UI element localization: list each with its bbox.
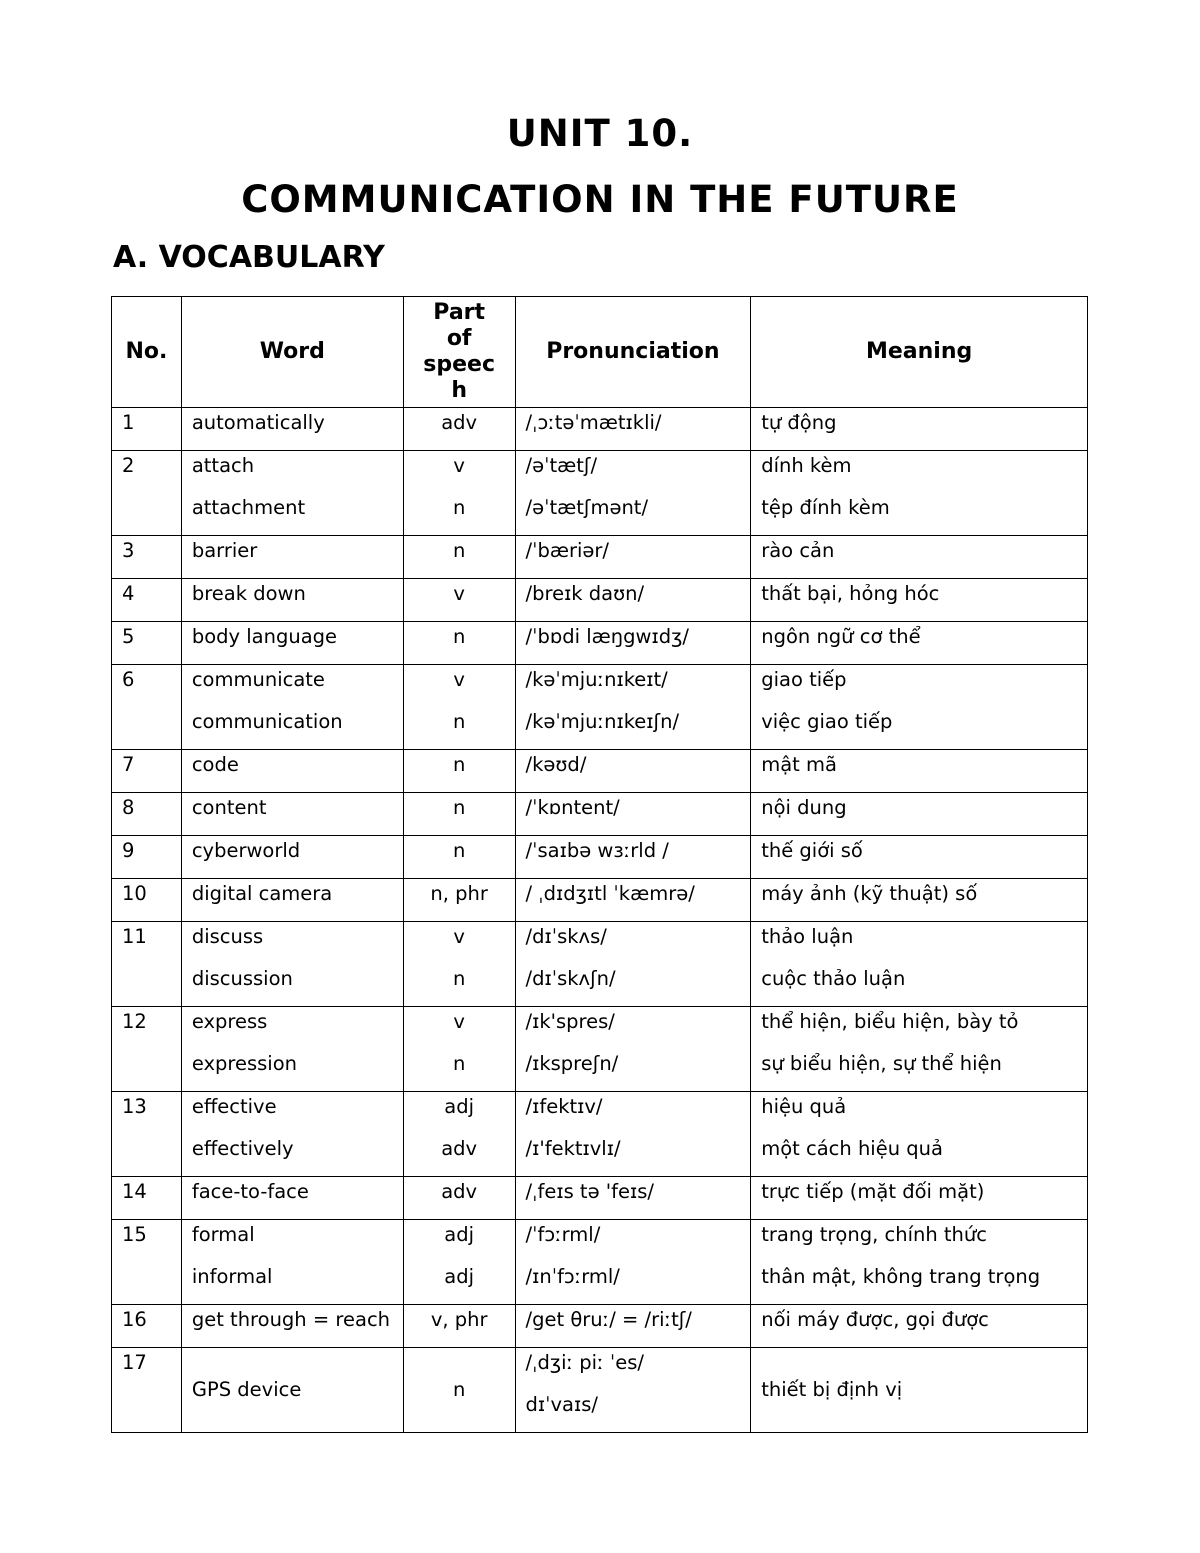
part-of-speech-text: v xyxy=(453,582,465,605)
cell-word xyxy=(181,665,403,750)
part-of-speech-text: n xyxy=(452,1052,466,1075)
part-of-speech-text: v xyxy=(453,454,465,477)
cell-part-of-speech xyxy=(403,836,515,879)
part-of-speech-text: adj xyxy=(444,1095,475,1118)
cell-word xyxy=(181,579,403,622)
cell-meaning xyxy=(751,1305,1088,1348)
cell-no xyxy=(112,622,182,665)
meaning-text: tự động xyxy=(761,411,837,434)
table-row xyxy=(112,579,1088,622)
cell-pronunciation xyxy=(515,1348,751,1433)
pronunciation-text: /ˈbɒdi læŋgwɪdʒ/ xyxy=(525,625,689,648)
cell-word xyxy=(181,536,403,579)
table-row xyxy=(112,665,1088,750)
cell-part-of-speech xyxy=(403,536,515,579)
cell-no xyxy=(112,1348,182,1433)
part-of-speech-text: n xyxy=(452,625,466,648)
pronunciation-text: /ˈsaɪbə wɜːrld / xyxy=(525,839,669,862)
vocabulary-table xyxy=(111,296,1088,1433)
cell-word xyxy=(181,1092,403,1177)
part-of-speech-text: n xyxy=(452,753,466,776)
cell-no xyxy=(112,1092,182,1177)
word-text: cyberworld xyxy=(191,839,301,862)
cell-no xyxy=(112,1177,182,1220)
header-pos-line: Part xyxy=(433,300,486,325)
pronunciation-text: /əˈtætʃ/ xyxy=(525,454,598,477)
part-of-speech-text: adj xyxy=(444,1223,475,1246)
meaning-text: trực tiếp (mặt đối mặt) xyxy=(761,1180,985,1203)
part-of-speech-text: adv xyxy=(441,1137,478,1160)
table-header-row xyxy=(112,297,1088,408)
cell-part-of-speech xyxy=(403,451,515,536)
word-text: expression xyxy=(191,1052,298,1075)
table-row xyxy=(112,536,1088,579)
table-row xyxy=(112,1177,1088,1220)
cell-pronunciation xyxy=(515,1007,751,1092)
meaning-text: giao tiếp xyxy=(761,668,847,691)
table-row xyxy=(112,922,1088,1007)
pronunciation-text: /ɪfektɪv/ xyxy=(525,1095,603,1118)
table-row xyxy=(112,836,1088,879)
cell-part-of-speech xyxy=(403,622,515,665)
meaning-text: cuộc thảo luận xyxy=(761,967,906,990)
header-meaning: Meaning xyxy=(751,297,1088,408)
pronunciation-text: /dɪˈskʌʃn/ xyxy=(525,967,616,990)
row-number: 12 xyxy=(122,1010,147,1033)
cell-pronunciation xyxy=(515,1177,751,1220)
word-text: communicate xyxy=(191,668,325,691)
cell-pronunciation xyxy=(515,536,751,579)
cell-meaning xyxy=(751,1177,1088,1220)
pronunciation-text: /dɪˈskʌs/ xyxy=(525,925,607,948)
row-number: 5 xyxy=(122,625,135,648)
meaning-text: thảo luận xyxy=(761,925,854,948)
part-of-speech-text: v, phr xyxy=(430,1308,488,1331)
word-text: communication xyxy=(191,710,343,733)
row-number: 13 xyxy=(122,1095,147,1118)
part-of-speech-text: n xyxy=(452,796,466,819)
pronunciation-text: /ɪk'spres/ xyxy=(525,1010,615,1033)
cell-pronunciation xyxy=(515,579,751,622)
cell-meaning xyxy=(751,536,1088,579)
word-text: effective xyxy=(191,1095,277,1118)
cell-meaning xyxy=(751,1220,1088,1305)
cell-pronunciation xyxy=(515,408,751,451)
cell-meaning xyxy=(751,451,1088,536)
cell-meaning xyxy=(751,1007,1088,1092)
pronunciation-text: dɪˈvaɪs/ xyxy=(525,1393,598,1416)
meaning-text: thất bại, hỏng hóc xyxy=(761,582,940,605)
table-row xyxy=(112,750,1088,793)
row-number: 4 xyxy=(122,582,135,605)
word-text: formal xyxy=(191,1223,255,1246)
cell-no xyxy=(112,836,182,879)
word-text: attach xyxy=(191,454,255,477)
pronunciation-text: /ˈkɒntent/ xyxy=(525,796,620,819)
row-number: 6 xyxy=(122,668,135,691)
row-number: 9 xyxy=(122,839,135,862)
cell-no xyxy=(112,922,182,1007)
row-number: 1 xyxy=(122,411,135,434)
cell-pronunciation xyxy=(515,922,751,1007)
cell-meaning xyxy=(751,836,1088,879)
part-of-speech-text: v xyxy=(453,668,465,691)
cell-word xyxy=(181,750,403,793)
cell-meaning xyxy=(751,1092,1088,1177)
meaning-text: hiệu quả xyxy=(761,1095,847,1118)
word-text: attachment xyxy=(191,496,306,519)
pronunciation-text: /əˈtætʃmənt/ xyxy=(525,496,649,519)
cell-pronunciation xyxy=(515,836,751,879)
word-text: barrier xyxy=(191,539,258,562)
header-word: Word xyxy=(181,297,403,408)
row-number: 14 xyxy=(122,1180,147,1203)
cell-word xyxy=(181,793,403,836)
pronunciation-text: /kəʊd/ xyxy=(525,753,587,776)
pronunciation-text: /ɪkspreʃn/ xyxy=(525,1052,619,1075)
cell-meaning xyxy=(751,879,1088,922)
cell-part-of-speech xyxy=(403,1220,515,1305)
pronunciation-text: /kəˈmjuːnɪkeɪʃn/ xyxy=(525,710,680,733)
part-of-speech-text: adv xyxy=(441,411,478,434)
cell-no xyxy=(112,408,182,451)
word-text: break down xyxy=(191,582,306,605)
part-of-speech-text: n xyxy=(452,496,466,519)
part-of-speech-text: n xyxy=(452,967,466,990)
meaning-text: nội dung xyxy=(761,796,847,819)
cell-part-of-speech xyxy=(403,1092,515,1177)
cell-part-of-speech xyxy=(403,1007,515,1092)
pronunciation-text: /ˌɔːtəˈmætɪkli/ xyxy=(525,411,662,434)
meaning-text: trang trọng, chính thức xyxy=(761,1223,987,1246)
cell-no xyxy=(112,879,182,922)
pronunciation-text: /kəˈmjuːnɪkeɪt/ xyxy=(525,668,668,691)
word-text: automatically xyxy=(191,411,325,434)
header-part-of-speech xyxy=(403,297,515,408)
cell-pronunciation xyxy=(515,1220,751,1305)
cell-meaning xyxy=(751,408,1088,451)
header-pos-line: speec xyxy=(423,352,496,377)
meaning-text: thiết bị định vị xyxy=(761,1378,903,1401)
cell-no xyxy=(112,579,182,622)
row-number: 16 xyxy=(122,1308,147,1331)
part-of-speech-text: n xyxy=(452,1378,466,1401)
meaning-text: thế giới số xyxy=(761,839,863,862)
cell-pronunciation xyxy=(515,622,751,665)
word-text: informal xyxy=(191,1265,273,1288)
word-text: face-to-face xyxy=(191,1180,309,1203)
row-number: 8 xyxy=(122,796,135,819)
table-row xyxy=(112,1220,1088,1305)
part-of-speech-text: n, phr xyxy=(430,882,488,905)
meaning-text: nối máy được, gọi được xyxy=(761,1308,989,1331)
cell-no xyxy=(112,451,182,536)
cell-word xyxy=(181,1348,403,1433)
table-row xyxy=(112,1007,1088,1092)
table-row xyxy=(112,451,1088,536)
header-pos-line: of xyxy=(446,326,472,351)
header-no: No. xyxy=(112,297,182,408)
word-text: effectively xyxy=(191,1137,294,1160)
pronunciation-text: /get θruː/ = /riːtʃ/ xyxy=(525,1308,692,1331)
pronunciation-text: /ɪnˈfɔːrml/ xyxy=(525,1265,620,1288)
meaning-text: máy ảnh (kỹ thuật) số xyxy=(761,882,978,905)
cell-part-of-speech xyxy=(403,922,515,1007)
table-row xyxy=(112,408,1088,451)
table-row xyxy=(112,1348,1088,1433)
word-text: code xyxy=(191,753,239,776)
part-of-speech-text: v xyxy=(453,925,465,948)
section-heading: A. VOCABULARY xyxy=(113,240,385,275)
pronunciation-text: /ˈbæriər/ xyxy=(525,539,610,562)
cell-word xyxy=(181,1177,403,1220)
cell-word xyxy=(181,922,403,1007)
table-row xyxy=(112,1305,1088,1348)
meaning-text: sự biểu hiện, sự thể hiện xyxy=(761,1052,1002,1075)
meaning-text: tệp đính kèm xyxy=(761,496,890,519)
meaning-text: một cách hiệu quả xyxy=(761,1137,943,1160)
cell-meaning xyxy=(751,579,1088,622)
pronunciation-text: / ˌdɪdʒɪtl ˈkæmrə/ xyxy=(525,882,695,905)
part-of-speech-text: n xyxy=(452,839,466,862)
cell-no xyxy=(112,536,182,579)
meaning-text: ngôn ngữ cơ thể xyxy=(761,625,921,648)
part-of-speech-text: v xyxy=(453,1010,465,1033)
cell-word xyxy=(181,622,403,665)
row-number: 7 xyxy=(122,753,135,776)
cell-word xyxy=(181,879,403,922)
cell-part-of-speech xyxy=(403,793,515,836)
row-number: 15 xyxy=(122,1223,147,1246)
cell-word xyxy=(181,451,403,536)
cell-pronunciation xyxy=(515,1092,751,1177)
meaning-text: mật mã xyxy=(761,753,837,776)
cell-pronunciation xyxy=(515,793,751,836)
cell-pronunciation xyxy=(515,1305,751,1348)
cell-meaning xyxy=(751,622,1088,665)
cell-meaning xyxy=(751,665,1088,750)
pronunciation-text: /ˈfɔːrml/ xyxy=(525,1223,601,1246)
cell-part-of-speech xyxy=(403,579,515,622)
cell-no xyxy=(112,1220,182,1305)
unit-topic: COMMUNICATION IN THE FUTURE xyxy=(241,178,959,221)
meaning-text: thể hiện, biểu hiện, bày tỏ xyxy=(761,1010,1019,1033)
unit-title: UNIT 10. xyxy=(506,112,694,155)
cell-no xyxy=(112,750,182,793)
cell-word xyxy=(181,836,403,879)
part-of-speech-text: n xyxy=(452,539,466,562)
cell-part-of-speech xyxy=(403,1348,515,1433)
cell-no xyxy=(112,1305,182,1348)
cell-part-of-speech xyxy=(403,1177,515,1220)
word-text: body language xyxy=(191,625,338,648)
meaning-text: việc giao tiếp xyxy=(761,710,893,733)
cell-part-of-speech xyxy=(403,665,515,750)
cell-part-of-speech xyxy=(403,1305,515,1348)
cell-part-of-speech xyxy=(403,750,515,793)
word-text: get through = reach xyxy=(191,1308,391,1331)
word-text: content xyxy=(191,796,267,819)
word-text: express xyxy=(191,1010,268,1033)
pronunciation-text: /ˌdʒiː piː ˈes/ xyxy=(525,1351,644,1374)
word-text: GPS device xyxy=(191,1378,302,1401)
table-row xyxy=(112,622,1088,665)
row-number: 11 xyxy=(122,925,147,948)
pronunciation-text: /ɪ'fektɪvlɪ/ xyxy=(525,1137,621,1160)
table-row xyxy=(112,793,1088,836)
cell-part-of-speech xyxy=(403,879,515,922)
cell-no xyxy=(112,793,182,836)
table-body xyxy=(112,408,1088,1433)
word-text: discuss xyxy=(191,925,264,948)
pronunciation-text: /ˌfeɪs tə 'feɪs/ xyxy=(525,1180,654,1203)
cell-meaning xyxy=(751,1348,1088,1433)
cell-word xyxy=(181,1220,403,1305)
cell-part-of-speech xyxy=(403,408,515,451)
cell-meaning xyxy=(751,922,1088,1007)
row-number: 2 xyxy=(122,454,135,477)
word-text: digital camera xyxy=(191,882,333,905)
part-of-speech-text: adj xyxy=(444,1265,475,1288)
cell-pronunciation xyxy=(515,665,751,750)
table-row xyxy=(112,879,1088,922)
row-number: 10 xyxy=(122,882,147,905)
table-row xyxy=(112,1092,1088,1177)
word-text: discussion xyxy=(191,967,293,990)
row-number: 3 xyxy=(122,539,135,562)
cell-pronunciation xyxy=(515,879,751,922)
meaning-text: thân mật, không trang trọng xyxy=(761,1265,1041,1288)
cell-word xyxy=(181,1305,403,1348)
header-pos-line: h xyxy=(451,378,467,403)
cell-word xyxy=(181,1007,403,1092)
meaning-text: dính kèm xyxy=(761,454,852,477)
cell-pronunciation xyxy=(515,451,751,536)
cell-meaning xyxy=(751,750,1088,793)
cell-no xyxy=(112,1007,182,1092)
part-of-speech-text: n xyxy=(452,710,466,733)
row-number: 17 xyxy=(122,1351,147,1374)
cell-word xyxy=(181,408,403,451)
part-of-speech-text: adv xyxy=(441,1180,478,1203)
header-pronunciation: Pronunciation xyxy=(515,297,751,408)
cell-no xyxy=(112,665,182,750)
cell-meaning xyxy=(751,793,1088,836)
pronunciation-text: /breɪk daʊn/ xyxy=(525,582,645,605)
cell-pronunciation xyxy=(515,750,751,793)
meaning-text: rào cản xyxy=(761,539,835,562)
